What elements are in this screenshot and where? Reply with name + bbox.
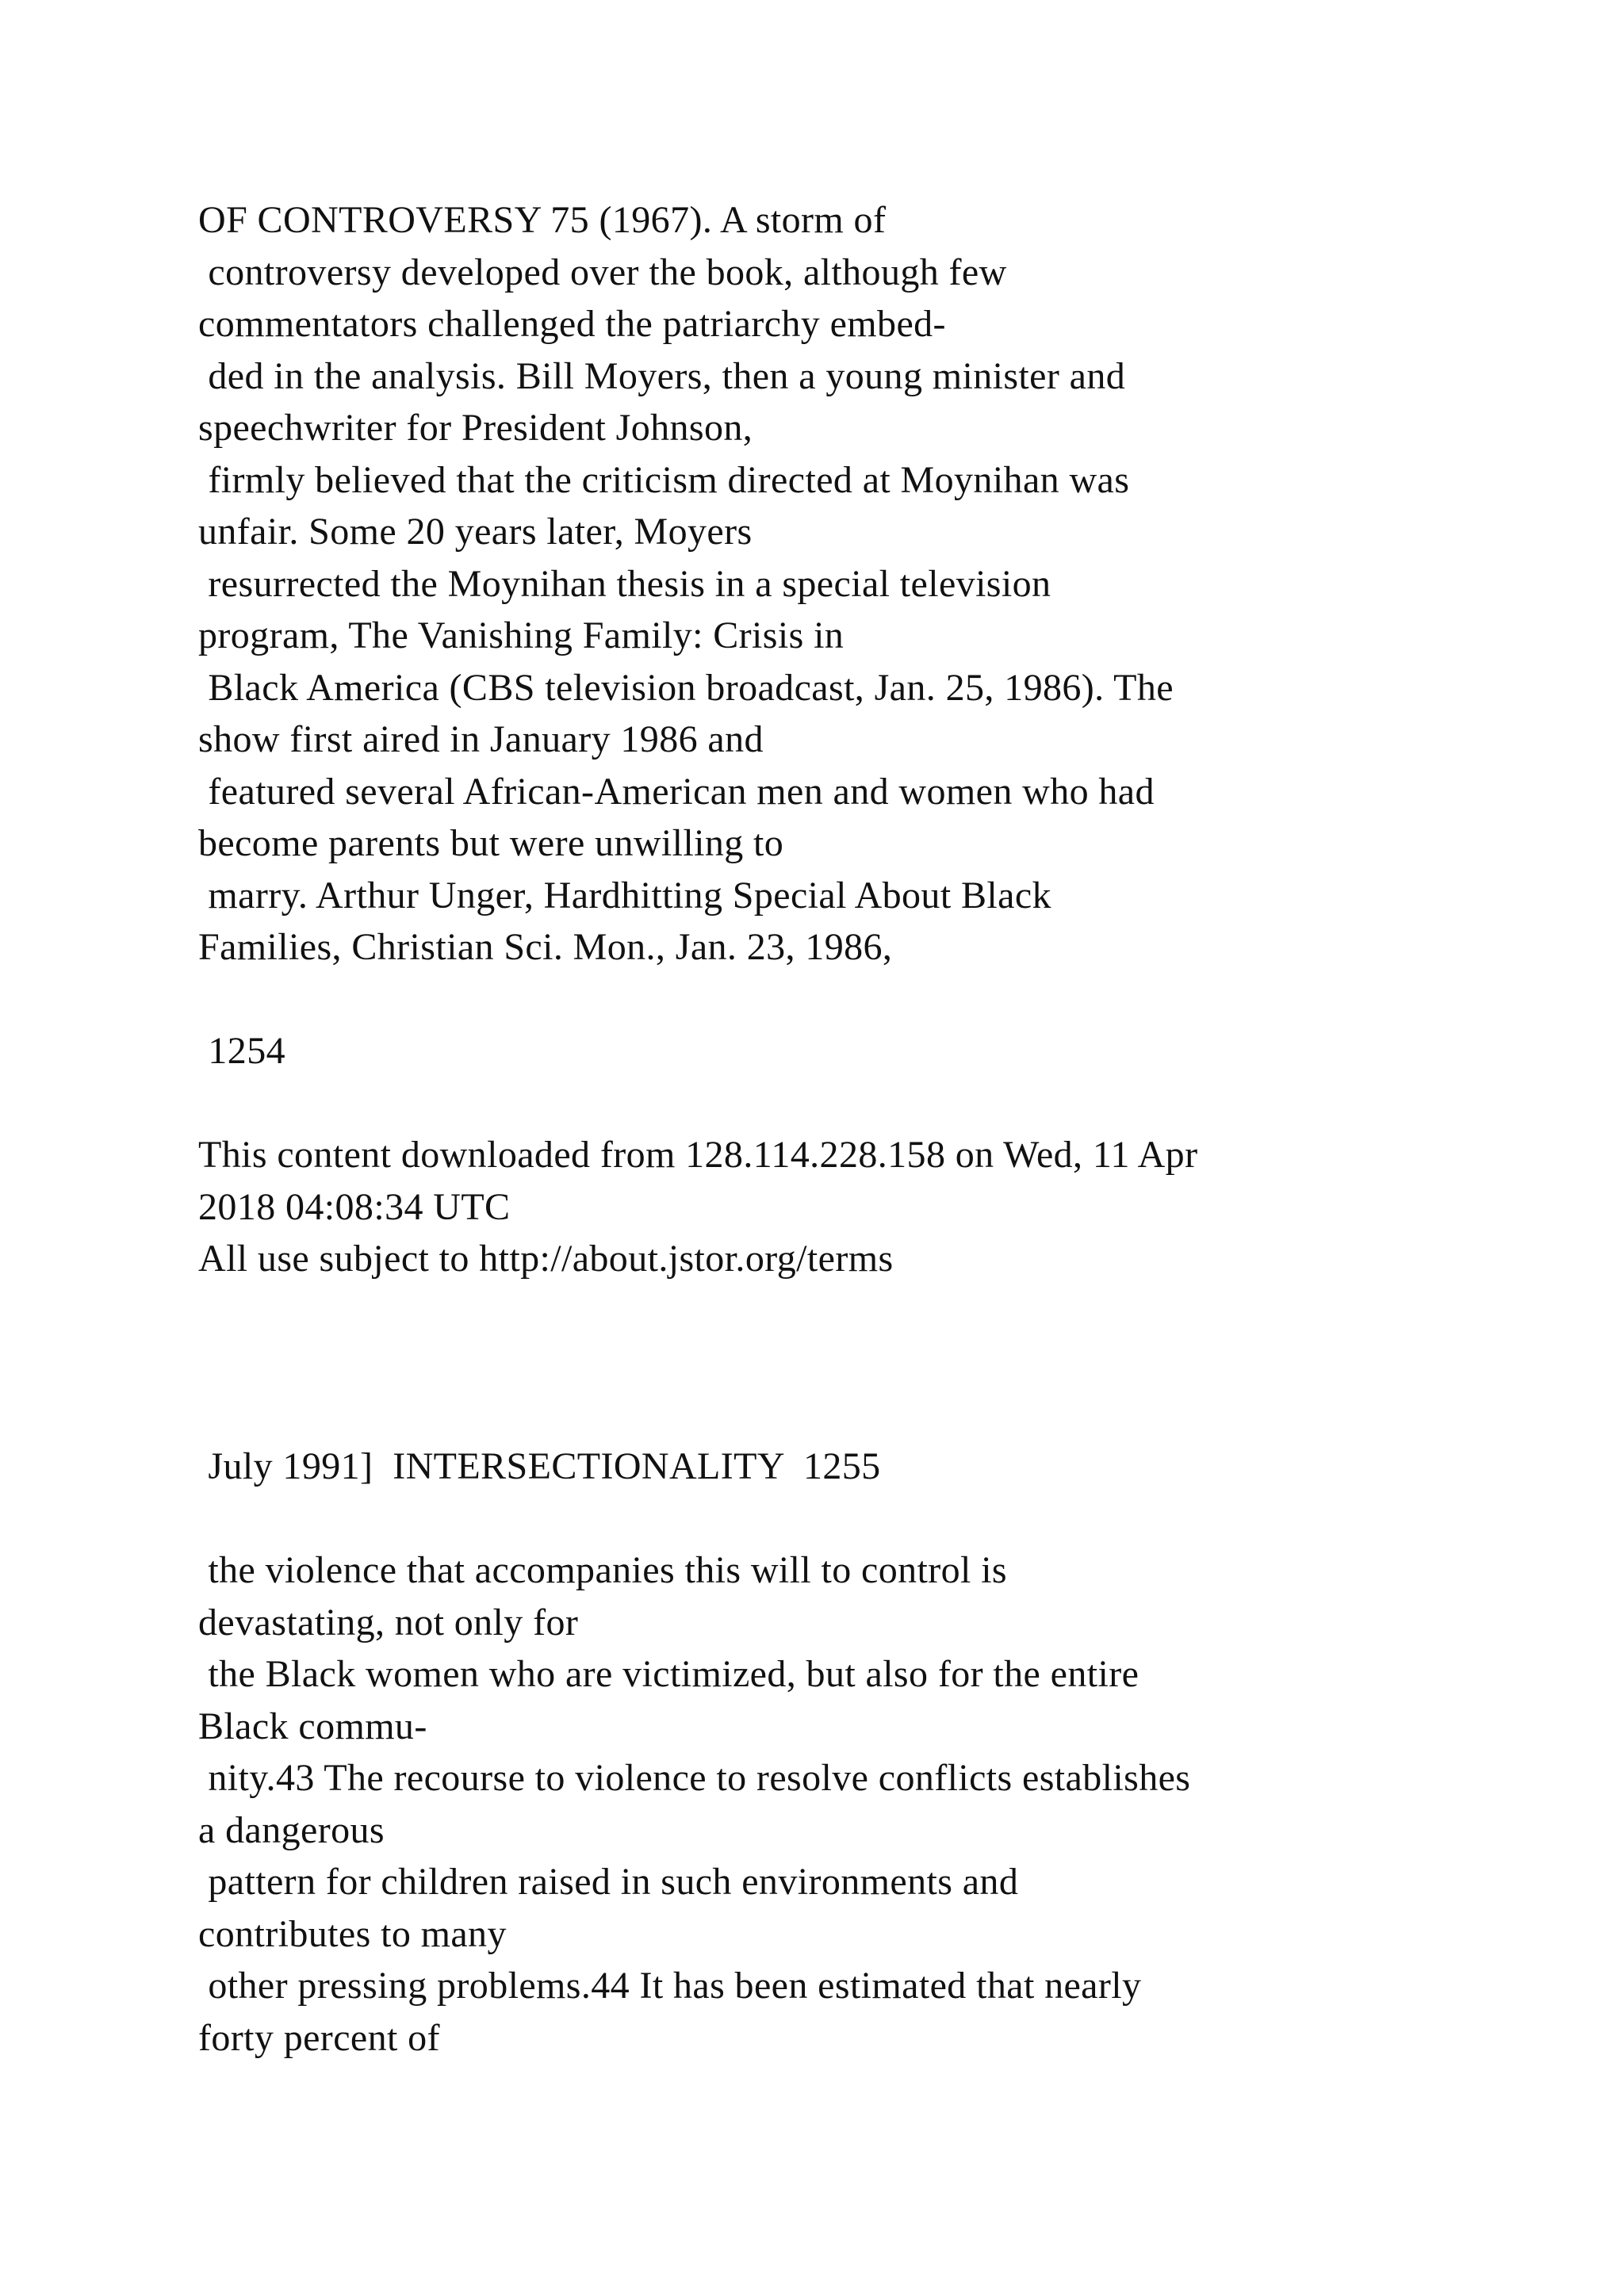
text-line: contributes to many — [198, 1912, 507, 1955]
page-number: 1254 — [198, 1030, 285, 1072]
text-line: become parents but were unwilling to — [198, 822, 784, 864]
text-line: nity.43 The recourse to violence to resolve conflicts establishes — [198, 1757, 1191, 1799]
blank-line — [198, 974, 1546, 1026]
running-header: July 1991] INTERSECTIONALITY 1255 — [198, 1445, 881, 1487]
blank-line — [198, 1389, 1546, 1441]
text-line: commentators challenged the patriarchy embed- — [198, 303, 946, 345]
text-line: marry. Arthur Unger, Hardhitting Special About Black — [198, 874, 1051, 916]
jstor-notice-line: All use subject to http://about.jstor.org/terms — [198, 1238, 894, 1280]
text-line: controversy developed over the book, although few — [198, 251, 1007, 293]
blank-line — [198, 1285, 1546, 1337]
text-line: Families, Christian Sci. Mon., Jan. 23, 1986, — [198, 926, 893, 968]
text-line: featured several African-American men and women who had — [198, 770, 1155, 813]
text-line: devastating, not only for — [198, 1601, 579, 1644]
text-line: speechwriter for President Johnson, — [198, 407, 753, 449]
text-line: Black America (CBS television broadcast, Jan. 25, 1986). The — [198, 666, 1174, 709]
text-line: OF CONTROVERSY 75 (1967). A storm of — [198, 199, 887, 241]
blank-line — [198, 1077, 1546, 1130]
text-line: resurrected the Moynihan thesis in a special television — [198, 562, 1051, 605]
text-line: program, The Vanishing Family: Crisis in — [198, 614, 845, 656]
text-line: the violence that accompanies this will to control is — [198, 1549, 1008, 1591]
text-line: forty percent of — [198, 2016, 440, 2059]
text-line: pattern for children raised in such environments and — [198, 1861, 1019, 1903]
text-line: Black commu- — [198, 1705, 427, 1747]
blank-line — [198, 1337, 1546, 1389]
jstor-notice-line: 2018 04:08:34 UTC — [198, 1185, 511, 1228]
text-line: ded in the analysis. Bill Moyers, then a young minister and — [198, 354, 1126, 397]
text-line: unfair. Some 20 years later, Moyers — [198, 511, 753, 553]
jstor-notice-line: This content downloaded from 128.114.228.158 on Wed, 11 Apr — [198, 1134, 1198, 1176]
text-line: firmly believed that the criticism directed at Moynihan was — [198, 458, 1130, 501]
document-text — [198, 194, 1546, 2064]
blank-line — [198, 1493, 1546, 1545]
text-line: the Black women who are victimized, but also for the entire — [198, 1653, 1139, 1695]
text-line: a dangerous — [198, 1808, 385, 1851]
text-line: other pressing problems.44 It has been estimated that nearly — [198, 1965, 1142, 2007]
text-line: show first aired in January 1986 and — [198, 718, 764, 760]
